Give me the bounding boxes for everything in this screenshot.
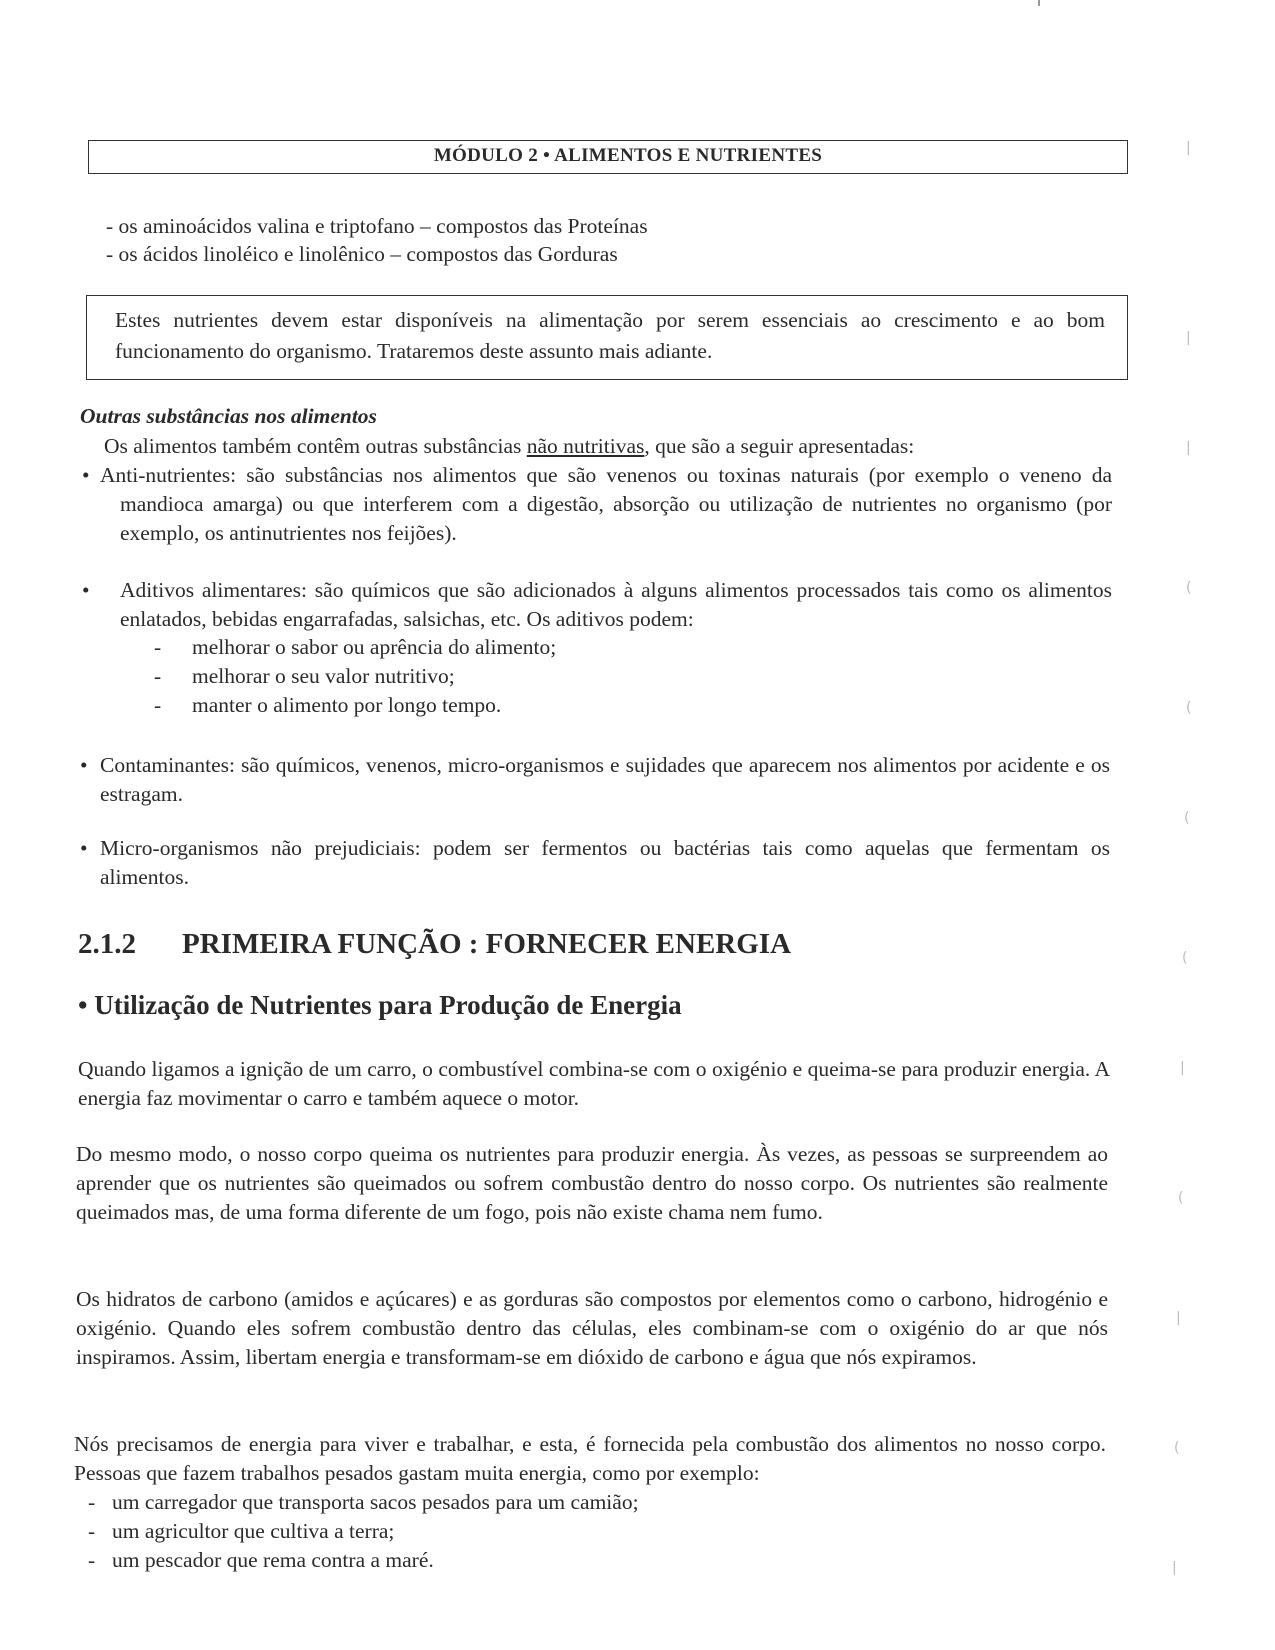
heavy-work-examples bbox=[88, 1488, 639, 1575]
other-substances-title: Outras substâncias nos alimentos bbox=[80, 404, 377, 428]
bullet-dot-icon: • bbox=[80, 836, 88, 860]
module-header bbox=[88, 140, 1128, 174]
section-number: 2.1.2 bbox=[78, 928, 136, 960]
other-substances-intro bbox=[104, 432, 914, 460]
bullet-dot-icon: • bbox=[80, 753, 88, 777]
additives-sublist bbox=[154, 633, 556, 720]
list-item bbox=[88, 1546, 639, 1575]
list-item bbox=[88, 1517, 639, 1546]
sublist-text: melhorar o seu valor nutritivo; bbox=[192, 664, 455, 688]
paragraph-car-ignition: Quando ligamos a ignição de um carro, o combustível combina-se com o oxigénio e queima-se para produzir energia. A energia faz movimentar o carro e também aquece o motor. bbox=[78, 1057, 1110, 1110]
dash-mark: - bbox=[88, 1519, 96, 1543]
note-box-text: Estes nutrientes devem estar disponíveis na alimentação por serem essenciais ao crescimento e ao bom funcionamento do organismo. Trataremos deste assunto mais adiante. bbox=[115, 308, 1105, 363]
binding-mark: ( bbox=[1186, 700, 1192, 716]
paragraph-carbohydrates: Os hidratos de carbono (amidos e açúcares) e as gorduras são compostos por elementos como o carbono, hidrogénio e oxigénio. Quando eles sofrem combustão dentro das células, eles combinam-se com o oxigénio do ar que nós inspiramos. Assim, libertam energia e transformam-se em dióxido de carbono e água que nós expiramos. bbox=[76, 1287, 1108, 1369]
dash-mark: - bbox=[88, 1490, 96, 1514]
intro-prefix: Os alimentos também contêm outras substâncias bbox=[104, 434, 527, 458]
bullet-term: Micro-organismos não prejudiciais bbox=[100, 836, 415, 860]
bullet-food-additives bbox=[82, 576, 1112, 634]
bullet-anti-nutrients bbox=[82, 461, 1112, 548]
binding-mark: | bbox=[1186, 140, 1191, 156]
dash-mark: - bbox=[154, 693, 162, 717]
binding-mark: | bbox=[1176, 1310, 1181, 1326]
section-title: PRIMEIRA FUNÇÃO : FORNECER ENERGIA bbox=[182, 928, 792, 960]
intro-line-amino-acids: - os aminoácidos valina e triptofano – compostos das Proteínas bbox=[106, 214, 648, 238]
binding-mark: ( bbox=[1186, 580, 1192, 596]
dash-mark: - bbox=[88, 1548, 96, 1572]
intro-line-fatty-acids: - os ácidos linoléico e linolênico – compostos das Gorduras bbox=[106, 242, 618, 266]
bullet-term: Anti-nutrientes bbox=[100, 463, 231, 487]
intro-underlined: não nutritivas bbox=[526, 434, 645, 458]
paragraph-body-burns-nutrients: Do mesmo modo, o nosso corpo queima os nutrientes para produzir energia. Às vezes, as pessoas se surpreendem ao aprender que os nutrientes são queimados ou sofrem combustão dentro do nosso corpo. Os nutrientes são realmente queimados mas, de uma forma diferente de um fogo, pois não existe chama nem fumo. bbox=[76, 1142, 1108, 1224]
bullet-term: Contaminantes bbox=[100, 753, 229, 777]
dash-mark: - bbox=[154, 635, 162, 659]
dash-mark: - bbox=[154, 664, 162, 688]
module-header-title: MÓDULO 2 • ALIMENTOS E NUTRIENTES bbox=[433, 145, 823, 166]
sublist-text: manter o alimento por longo tempo. bbox=[192, 693, 502, 717]
example-text: um pescador que rema contra a maré. bbox=[112, 1548, 434, 1572]
note-box bbox=[86, 295, 1128, 380]
binding-mark: ( bbox=[1184, 810, 1190, 826]
bullet-contaminants bbox=[80, 751, 1110, 809]
bullet-microorganisms bbox=[80, 834, 1110, 892]
binding-mark: ( bbox=[1178, 1190, 1184, 1206]
list-item bbox=[154, 662, 556, 691]
bullet-dot-icon: • bbox=[82, 463, 90, 487]
bullet-text: : podem ser fermentos ou bactérias tais como aquelas que fermentam os alimentos. bbox=[100, 836, 1110, 889]
bullet-text: : são químicos que são adicionados à alguns alimentos processados tais como os alimentos enlatados, bebidas engarrafadas, salsichas, etc. Os aditivos podem: bbox=[120, 578, 1113, 631]
bullet-text: : são químicos, venenos, micro-organismos e sujidades que aparecem nos alimentos por acidente e os estragam. bbox=[100, 753, 1110, 806]
binding-mark: ( bbox=[1174, 1440, 1180, 1456]
binding-mark: | bbox=[1186, 330, 1191, 346]
paragraph-energy-needs: Nós precisamos de energia para viver e trabalhar, e esta, é fornecida pela combustão dos alimentos no nosso corpo. Pessoas que fazem trabalhos pesados gastam muita energia, como por exemplo: bbox=[74, 1432, 1106, 1485]
intro-suffix: , que são a seguir apresentadas: bbox=[644, 434, 915, 458]
binding-mark: | bbox=[1186, 440, 1191, 456]
binding-mark: | bbox=[1180, 1060, 1185, 1076]
binding-mark: ( bbox=[1182, 950, 1188, 966]
section-heading bbox=[78, 928, 791, 961]
binding-mark: | bbox=[1172, 1560, 1177, 1576]
sublist-text: melhorar o sabor ou aprência do alimento; bbox=[192, 635, 557, 659]
subsection-heading: • Utilização de Nutrientes para Produção de Energia bbox=[78, 990, 682, 1020]
list-item bbox=[154, 691, 556, 720]
example-text: um agricultor que cultiva a terra; bbox=[112, 1519, 395, 1543]
scan-edge-mark bbox=[1038, 0, 1040, 6]
list-item bbox=[88, 1488, 639, 1517]
bullet-text: : são substâncias nos alimentos que são venenos ou toxinas naturais (por exemplo o veneno da mandioca amarga) ou que interferem com a digestão, absorção ou utilização de nutrientes no organismo (por exemplo, os antinutrientes nos feijões). bbox=[120, 463, 1112, 545]
example-text: um carregador que transporta sacos pesados para um camião; bbox=[112, 1490, 639, 1514]
list-item bbox=[154, 633, 556, 662]
bullet-dot-icon: • bbox=[82, 578, 90, 602]
bullet-term: Aditivos alimentares bbox=[120, 578, 301, 602]
